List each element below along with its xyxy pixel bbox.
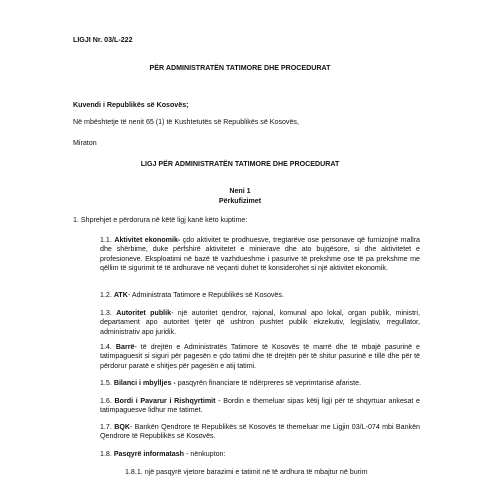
law-number: LIGJI Nr. 03/L-222 bbox=[73, 36, 133, 44]
definition-text: - nënkupton: bbox=[184, 450, 226, 458]
definition-item bbox=[100, 379, 361, 388]
assembly-line: Kuvendi i Republikës së Kosovës; bbox=[73, 101, 189, 109]
definition-item bbox=[100, 343, 420, 371]
definition-item bbox=[100, 236, 420, 274]
definition-term: BQK bbox=[114, 423, 130, 431]
definition-term: Barrë bbox=[115, 343, 135, 351]
article-title: Përkufizimet bbox=[218, 197, 262, 205]
definition-text: - Bordin e themeluar sipas këtij ligji për të shqyrtuar ankesat e tatimpaguesve lidhur me tatimet. bbox=[100, 397, 420, 415]
definition-number: 1.3. bbox=[100, 309, 112, 317]
definition-term: Bilanci i mbylljes - bbox=[113, 379, 176, 387]
header-title: PËR ADMINISTRATËN TATIMORE DHE PROCEDURAT bbox=[149, 64, 331, 72]
definition-number: 1.5. bbox=[100, 379, 112, 387]
definition-text: - të drejtën e Administratës Tatimore të Kosovës të marrë dhe të mbajë pasurinë e tatimpaguesit si siguri për pagesën e çdo tatimi dhe të drejtën për të shitur pasurinë e tillë dhe për të përdorur paratë e shitjes për pagesën e atij tatimi. bbox=[100, 343, 420, 370]
adopts-line: Miraton bbox=[73, 139, 97, 147]
definition-number: 1.1. bbox=[100, 236, 112, 244]
definition-term: Autoritet publik bbox=[116, 309, 172, 317]
legal-basis: Në mbështetje të nenit 65 (1) të Kushtetutës së Republikës së Kosovës, bbox=[73, 118, 299, 126]
law-title: LIGJ PËR ADMINISTRATËN TATIMORE DHE PROCEDURAT bbox=[140, 160, 340, 168]
definition-number: 1.8. bbox=[100, 450, 112, 458]
definition-number: 1.7. bbox=[100, 423, 112, 431]
definition-item bbox=[100, 291, 284, 300]
definition-number: 1.4. bbox=[100, 343, 112, 351]
definition-term: ATK bbox=[113, 291, 128, 299]
definition-item bbox=[100, 397, 420, 416]
definition-term: Pasqyrë informatash bbox=[113, 450, 185, 458]
definition-text: çdo aktivitet te prodhuesve, tregtarëve ose personave që furnizojnë mallra dhe shërbime, duke përfshirë aktivitetet e minierave dhe ato bujqësore, si dhe aktivitetet e profesioneve. Eksploatimi në bazë të vazhdueshme i pasurive të prekshme ose të pa prekshme me qëllim të sigurimit të të ardhurave në veçanti duhet të konsiderohet si një aktivitet ekonomik. bbox=[100, 236, 420, 273]
definition-text: - një autoritet qendror, rajonal, komunal apo lokal, organ publik, ministri, departament apo autoritet tjetër që ushtron pushtet publik ekzekutiv, legjislativ, rregullator, administrativ apo juridik. bbox=[100, 309, 420, 336]
definition-item bbox=[100, 423, 420, 442]
article-number: Neni 1 bbox=[229, 187, 251, 195]
definition-item bbox=[100, 450, 225, 459]
definition-number: 1.2. bbox=[100, 291, 112, 299]
definition-text: pasqyrën financiare të ndërpreres së veprimtarisë afariste. bbox=[175, 379, 362, 387]
sub-definition-item: 1.8.1. një pasqyrë vjetore barazimi e tatimit në të ardhura të mbajtur në burim bbox=[125, 468, 368, 476]
definitions-intro: 1. Shprehjet e përdorura në këtë ligj kanë këto kuptime: bbox=[73, 216, 248, 224]
definition-number: 1.6. bbox=[100, 397, 112, 405]
definition-item bbox=[100, 309, 420, 337]
definition-text: - Administrata Tatimore e Republikës së Kosovës. bbox=[127, 291, 284, 299]
definition-term: Bordi i Pavarur i Rishqyrtimit bbox=[114, 397, 216, 405]
definition-text: - Bankën Qendrore të Republikës së Kosovës të themeluar me Ligjin 03/L-074 mbi Bankën Qendrore të Republikës së Kosovës. bbox=[100, 423, 420, 441]
definition-term: Aktivitet ekonomik- bbox=[114, 236, 181, 244]
